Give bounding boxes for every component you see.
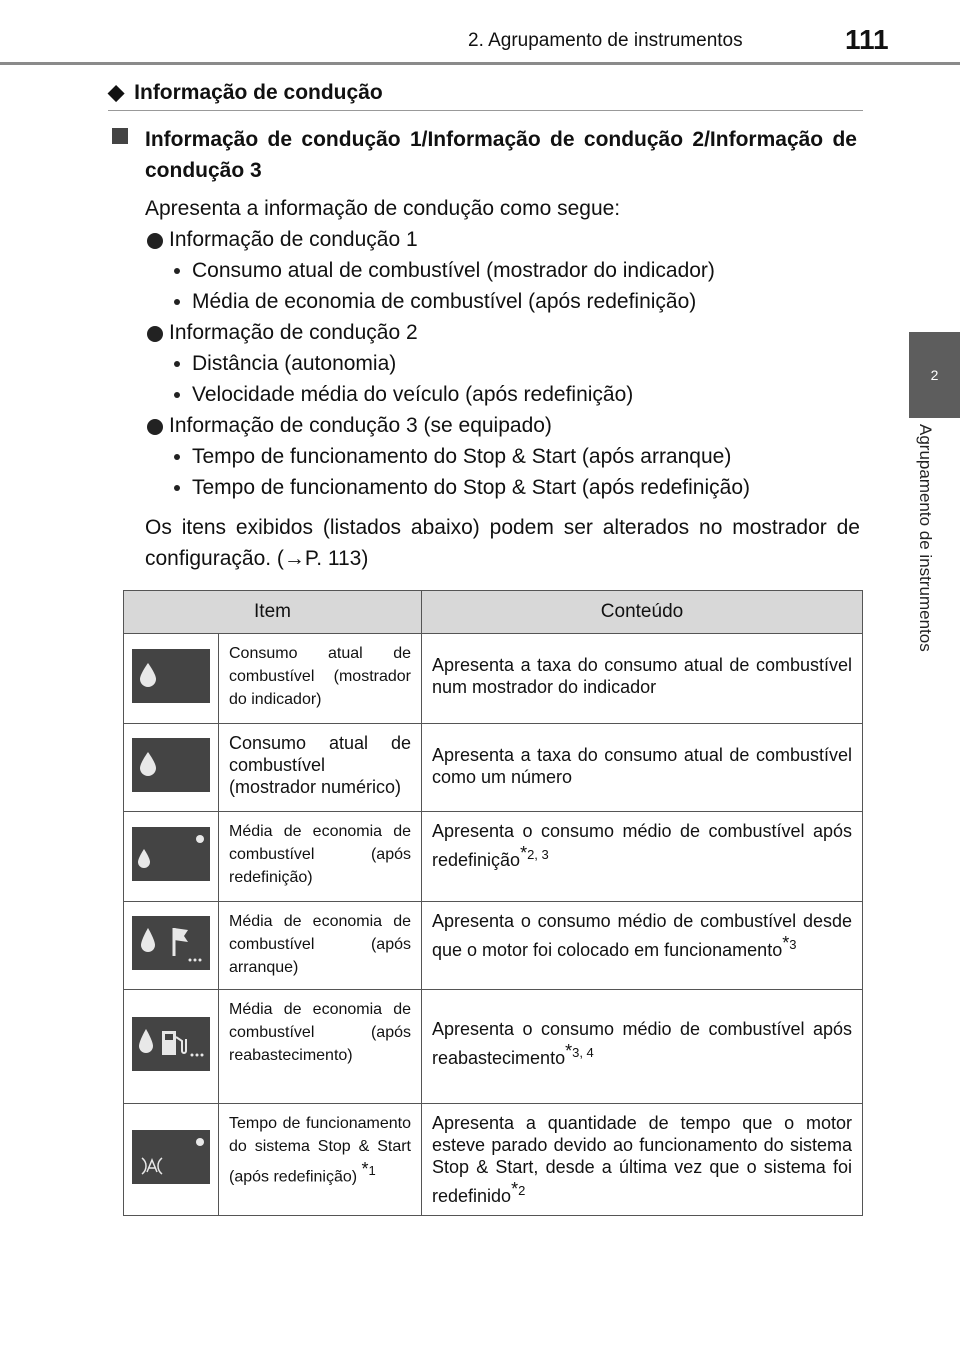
table-cell-content: Apresenta o consumo médio de combustível desde que o motor foi colocado em funcionamento*$^3$ (422, 902, 863, 990)
page-number: 111 (845, 24, 889, 55)
side-tab-number[interactable]: 2 (909, 332, 960, 418)
subsection-title: Informação de condução 1/Informação de condução 2/Informação de condução 3 (112, 124, 857, 186)
table-cell-item: Tempo de funcionamento do sistema Stop & Start (após redefinição) *$^1$ (219, 1104, 422, 1216)
diamond-bullet-icon: ◆ (108, 81, 125, 104)
side-tab-label: Agrupamento de instrumentos (916, 424, 935, 652)
table-header-row (124, 591, 863, 634)
fuel-drop-reset-icon (132, 827, 210, 881)
group-label: Informação de condução 3 (se equipado) (169, 414, 552, 437)
table-row (124, 724, 863, 812)
table-cell-item: Consumo atual de combustível (mostrador numérico) (219, 724, 422, 812)
table-cell-content: Apresenta a taxa do consumo atual de combustível como um número (422, 724, 863, 812)
fuel-drop-flag-icon (132, 916, 210, 970)
table-cell-content: Apresenta o consumo médio de combustível após redefinição*$^{2, 3}$ (422, 812, 863, 902)
stop-start-icon (132, 1130, 210, 1184)
list-item: Tempo de funcionamento do Stop & Start (após arranque) (174, 445, 731, 469)
list-item: Média de economia de combustível (após redefinição) (174, 290, 696, 314)
note-text: Os itens exibidos (listados abaixo) podem ser alterados no mostrador de configuração. (→P. 113) (145, 516, 860, 570)
header-chapter-title: 2. Agrupamento de instrumentos (468, 30, 743, 51)
circle-bullet-icon (147, 233, 163, 249)
info-table (123, 590, 863, 1216)
table-cell-content: Apresenta a taxa do consumo atual de combustível num mostrador do indicador (422, 634, 863, 724)
fuel-drop-numeric-icon (132, 738, 210, 792)
table-row (124, 1104, 863, 1216)
list-item: Distância (autonomia) (174, 352, 396, 376)
list-item: Tempo de funcionamento do Stop & Start (após redefinição) (174, 476, 750, 500)
header-divider (0, 62, 960, 65)
list-item: Velocidade média do veículo (após redefinição) (174, 383, 633, 407)
fuel-drop-gauge-icon (132, 649, 210, 703)
section-title: ◆ Informação de condução (108, 81, 383, 104)
group-label: Informação de condução 1 (169, 228, 418, 251)
list-item: Consumo atual de combustível (mostrador do indicador) (174, 259, 715, 283)
table-row (124, 812, 863, 902)
circle-bullet-icon (147, 326, 163, 342)
table-row (124, 902, 863, 990)
table-cell-item: Média de economia de combustível (após arranque) (219, 902, 422, 990)
group-label: Informação de condução 2 (169, 321, 418, 344)
column-header-content: Conteúdo (422, 591, 863, 634)
table-cell-item: Consumo atual de combustível (mostrador do indicador) (219, 634, 422, 724)
table-cell-content: Apresenta a quantidade de tempo que o motor esteve parado devido ao funcionamento do sistema Stop & Start, desde a última vez que o sistema foi redefinido*$^2$ (422, 1104, 863, 1216)
square-bullet-icon (112, 128, 128, 144)
table-cell-content: Apresenta o consumo médio de combustível após reabastecimento*$^{3, 4}$ (422, 990, 863, 1104)
intro-text: Apresenta a informação de condução como segue: (145, 197, 621, 220)
circle-bullet-icon (147, 419, 163, 435)
section-divider (108, 110, 863, 111)
table-row (124, 634, 863, 724)
table-cell-item: Média de economia de combustível (após redefinição) (219, 812, 422, 902)
table-cell-item: Média de economia de combustível (após reabastecimento) (219, 990, 422, 1104)
table-row (124, 990, 863, 1104)
fuel-drop-pump-icon (132, 1017, 210, 1071)
column-header-item: Item (124, 591, 422, 634)
